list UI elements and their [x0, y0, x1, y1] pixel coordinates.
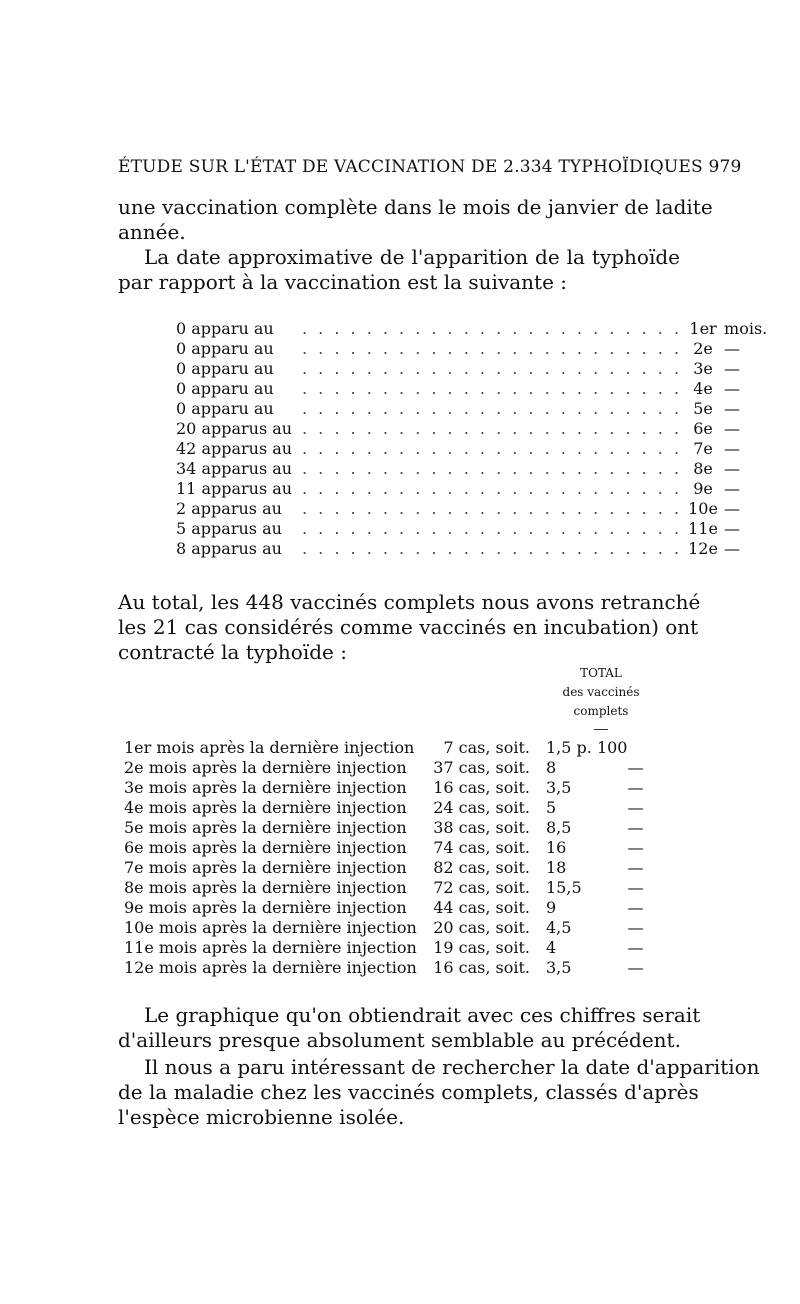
- case-count: 38 cas, soit.: [433, 817, 530, 837]
- injection-row: [124, 957, 667, 977]
- appearance-unit: —: [724, 398, 741, 418]
- appearance-count-label: 20 apparus au: [176, 418, 293, 438]
- appearance-month: 10e: [688, 498, 718, 518]
- appearance-month: 9e: [693, 478, 713, 498]
- appearance-month: 8e: [693, 458, 713, 478]
- injection-row: [124, 917, 667, 937]
- appearance-unit: —: [724, 498, 741, 518]
- appearance-count-label: 2 apparus au: [176, 498, 282, 518]
- appearance-count-label: 5 apparus au: [176, 518, 282, 538]
- case-count: 37 cas, soit.: [433, 757, 530, 777]
- case-count: 24 cas, soit.: [433, 797, 530, 817]
- injection-row: [124, 837, 667, 857]
- page-number: 979: [708, 157, 742, 177]
- case-count: 82 cas, soit.: [433, 857, 530, 877]
- appearance-row: [176, 378, 784, 398]
- total-value: 4,5: [546, 917, 572, 937]
- paragraph-line: l'espèce microbienne isolée.: [118, 1105, 405, 1129]
- total-unit: —: [627, 857, 644, 877]
- dot-leader: . . . . . . . . . . . . . . . . . . . . . . . .: [302, 538, 683, 558]
- running-header: [118, 157, 742, 177]
- paragraph-4: [118, 1003, 701, 1053]
- paragraph-line: de la maladie chez les vaccinés complets, classés d'après: [118, 1080, 699, 1104]
- case-count: 16 cas, soit.: [433, 957, 530, 977]
- total-unit: —: [627, 777, 644, 797]
- appearance-month: 1er: [689, 318, 717, 338]
- injection-row: [124, 797, 667, 817]
- paragraph-line: d'ailleurs presque absolument semblable au précédent.: [118, 1028, 681, 1052]
- appearance-row: [176, 538, 784, 558]
- injection-row: [124, 897, 667, 917]
- dot-leader: . . . . . . . . . . . . . . . . . . . . . . . .: [302, 518, 683, 538]
- paragraph-line: La date approximative de l'apparition de la typhoïde: [144, 245, 680, 269]
- case-count: 7 cas, soit.: [443, 737, 530, 757]
- paragraph-line: les 21 cas considérés comme vaccinés en incubation) ont: [118, 615, 699, 639]
- dot-leader: . . . . . . . . . . . . . . . . . . . . . . . .: [302, 498, 683, 518]
- appearance-count-label: 11 apparus au: [176, 478, 293, 498]
- injection-month: 2e mois après la dernière injection: [124, 757, 407, 777]
- total-value: 9: [546, 897, 557, 917]
- case-count: 16 cas, soit.: [433, 777, 530, 797]
- dot-leader: . . . . . . . . . . . . . . . . . . . . . . . .: [302, 318, 683, 338]
- appearance-row: [176, 418, 784, 438]
- appearance-count-label: 0 apparu au: [176, 358, 274, 378]
- total-value: 18: [546, 857, 567, 877]
- case-count: 74 cas, soit.: [433, 837, 530, 857]
- appearance-unit: —: [724, 458, 741, 478]
- appearance-month: 7e: [693, 438, 713, 458]
- appearance-row: [176, 338, 784, 358]
- total-unit: —: [627, 797, 644, 817]
- total-unit: —: [627, 917, 644, 937]
- appearance-count-label: 0 apparu au: [176, 338, 274, 358]
- injection-month: 6e mois après la dernière injection: [124, 837, 407, 857]
- appearance-count-label: 42 apparus au: [176, 438, 293, 458]
- paragraph-line: par rapport à la vaccination est la suivante :: [118, 270, 568, 294]
- total-unit: —: [627, 877, 644, 897]
- appearance-month: 2e: [693, 338, 713, 358]
- appearance-row: [176, 318, 784, 338]
- appearance-row: [176, 478, 784, 498]
- paragraph-3: [118, 590, 701, 665]
- injection-month: 4e mois après la dernière injection: [124, 797, 407, 817]
- appearance-unit: —: [724, 358, 741, 378]
- appearance-row: [176, 458, 784, 478]
- total-value: 3,5: [546, 957, 572, 977]
- dot-leader: . . . . . . . . . . . . . . . . . . . . . . . .: [302, 478, 683, 498]
- dot-leader: . . . . . . . . . . . . . . . . . . . . . . . .: [302, 338, 683, 358]
- injection-row: [124, 877, 667, 897]
- injection-month: 1er mois après la dernière injection: [124, 737, 415, 757]
- appearance-count-label: 34 apparus au: [176, 458, 293, 478]
- case-count: 19 cas, soit.: [433, 937, 530, 957]
- total-value: 5: [546, 797, 557, 817]
- total-unit: —: [627, 957, 644, 977]
- case-count: 20 cas, soit.: [433, 917, 530, 937]
- appearance-count-label: 0 apparu au: [176, 318, 274, 338]
- paragraph-2: [118, 245, 680, 295]
- dot-leader: . . . . . . . . . . . . . . . . . . . . . . . .: [302, 438, 683, 458]
- dot-leader: . . . . . . . . . . . . . . . . . . . . . . . .: [302, 458, 683, 478]
- total-unit: [627, 737, 667, 757]
- injection-month: 12e mois après la dernière injection: [124, 957, 417, 977]
- appearance-count-label: 0 apparu au: [176, 398, 274, 418]
- appearance-unit: —: [724, 378, 741, 398]
- total-header-line: TOTAL: [580, 666, 622, 680]
- case-count: 44 cas, soit.: [433, 897, 530, 917]
- dot-leader: . . . . . . . . . . . . . . . . . . . . . . . .: [302, 418, 683, 438]
- injection-month: 10e mois après la dernière injection: [124, 917, 417, 937]
- appearance-row: [176, 438, 784, 458]
- appearance-row: [176, 518, 784, 538]
- injection-row: [124, 777, 667, 797]
- appearance-month: 6e: [693, 418, 713, 438]
- header-rule: [594, 729, 608, 730]
- appearance-month: 4e: [693, 378, 713, 398]
- total-value: 8: [546, 757, 557, 777]
- dot-leader: . . . . . . . . . . . . . . . . . . . . . . . .: [302, 398, 683, 418]
- paragraph-line: une vaccination complète dans le mois de janvier de ladite: [118, 195, 713, 219]
- total-value: 16: [546, 837, 567, 857]
- appearance-count-label: 8 apparus au: [176, 538, 282, 558]
- total-unit: —: [627, 937, 644, 957]
- paragraph-line: année.: [118, 220, 186, 244]
- injection-month: 5e mois après la dernière injection: [124, 817, 407, 837]
- injection-row: [124, 817, 667, 837]
- total-unit: —: [627, 837, 644, 857]
- total-value: 8,5: [546, 817, 572, 837]
- appearance-count-label: 0 apparu au: [176, 378, 274, 398]
- total-unit: —: [627, 897, 644, 917]
- total-column-header: [556, 664, 646, 730]
- appearance-unit: —: [724, 478, 741, 498]
- appearance-month: 3e: [693, 358, 713, 378]
- total-value: 15,5: [546, 877, 582, 897]
- total-unit: —: [627, 817, 644, 837]
- injection-month: 8e mois après la dernière injection: [124, 877, 407, 897]
- appearance-row: [176, 498, 784, 518]
- dot-leader: . . . . . . . . . . . . . . . . . . . . . . . .: [302, 358, 683, 378]
- total-value: 1,5 p. 100: [546, 737, 628, 757]
- total-header-line: des vaccinés: [562, 685, 640, 699]
- appearance-month: 11e: [688, 518, 718, 538]
- paragraph-line: contracté la typhoïde :: [118, 640, 347, 664]
- appearance-row: [176, 398, 784, 418]
- appearance-unit: mois.: [724, 318, 768, 338]
- after-injection-list: [124, 737, 667, 977]
- paragraph-line: Il nous a paru intéressant de rechercher la date d'apparition: [144, 1055, 760, 1079]
- appearance-unit: —: [724, 538, 741, 558]
- total-value: 4: [546, 937, 557, 957]
- running-title: ÉTUDE SUR L'ÉTAT DE VACCINATION DE 2.334 TYPHOÏDIQUES: [118, 157, 703, 177]
- total-value: 3,5: [546, 777, 572, 797]
- appearance-month: 5e: [693, 398, 713, 418]
- appearance-unit: —: [724, 518, 741, 538]
- injection-month: 11e mois après la dernière injection: [124, 937, 417, 957]
- paragraph-line: Le graphique qu'on obtiendrait avec ces chiffres serait: [144, 1003, 701, 1027]
- appearance-unit: —: [724, 418, 741, 438]
- appearance-unit: —: [724, 438, 741, 458]
- appearance-month: 12e: [688, 538, 718, 558]
- total-unit: —: [627, 757, 644, 777]
- paragraph-5: [118, 1055, 760, 1130]
- injection-month: 9e mois après la dernière injection: [124, 897, 407, 917]
- injection-row: [124, 937, 667, 957]
- dot-leader: . . . . . . . . . . . . . . . . . . . . . . . .: [302, 378, 683, 398]
- appearance-list: [176, 318, 784, 558]
- total-header-line: complets: [573, 704, 629, 718]
- appearance-unit: —: [724, 338, 741, 358]
- injection-row: [124, 757, 667, 777]
- injection-month: 3e mois après la dernière injection: [124, 777, 407, 797]
- injection-row: [124, 857, 667, 877]
- paragraph-1: [118, 195, 713, 245]
- injection-row: [124, 737, 667, 757]
- injection-month: 7e mois après la dernière injection: [124, 857, 407, 877]
- appearance-row: [176, 358, 784, 378]
- case-count: 72 cas, soit.: [433, 877, 530, 897]
- paragraph-line: Au total, les 448 vaccinés complets nous avons retranché: [118, 590, 701, 614]
